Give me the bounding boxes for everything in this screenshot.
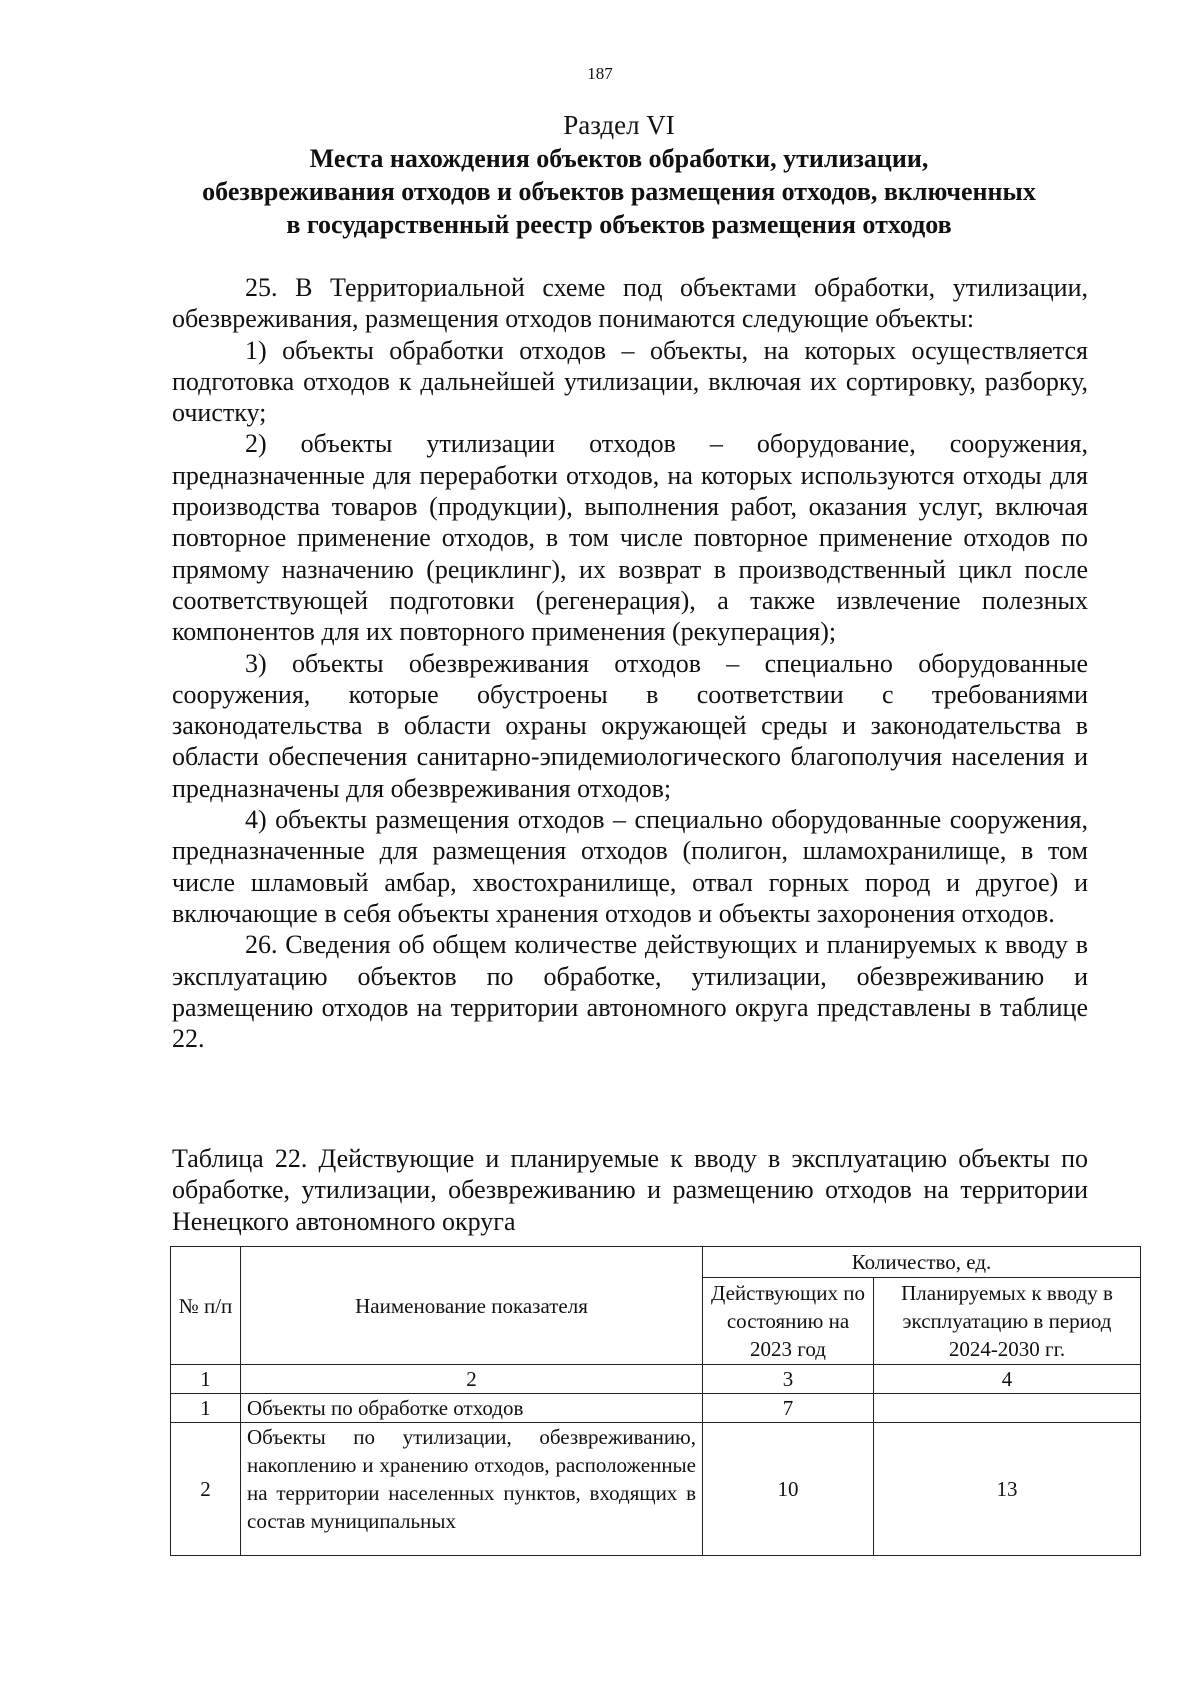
column-number-cell: 3 [703,1365,874,1394]
row-indicator-cell [241,1423,703,1556]
data-table [170,1246,1141,1556]
row-number: 2 [171,1423,241,1556]
page-number: 187 [587,64,613,83]
column-number-cell: 4 [874,1365,1141,1394]
paragraph-item-3: 3) объекты обезвреживания отходов – специально оборудованные сооружения, которые обустроены в соответствии с требованиями законодательства в области охраны окружающей среды и законодательства в области обеспечения санитарно-эпидемиологического благополучия населения и предназначены для обезвреживания отходов; [172,648,1088,803]
table-row [171,1394,1141,1423]
body-text [172,272,1088,1054]
table-caption: Таблица 22. Действующие и планируемые к вводу в эксплуатацию объекты по обработке, утилизации, обезвреживанию и размещению отходов на территории Ненецкого автономного округа [172,1144,1088,1236]
paragraph-item-2: 2) объекты утилизации отходов – оборудование, сооружения, предназначенные для переработки отходов, на которых используются отходы для производства товаров (продукции), выполнения работ, оказания услуг, включая повторное применение отходов, в том числе повторное применение отходов по прямому назначению (рециклинг), их возврат в производственный цикл после соответствующей подготовки (регенерация), а также извлечение полезных компонентов для их повторного применения (рекуперация); [172,429,1088,647]
header-number: № п/п [171,1247,241,1365]
table-header-row [171,1247,1141,1278]
row-number: 1 [171,1394,241,1423]
table-container [170,1246,1140,1556]
row-indicator: Объекты по утилизации, обезвреживанию, накоплению и хранению отходов, расположенные на территории населенных пунктов, входящих в состав муниципальных [247,1425,696,1533]
column-number-cell: 1 [171,1365,241,1394]
section-label: Раздел VI [563,110,675,140]
header-indicator: Наименование показателя [241,1247,703,1365]
row-planned: 13 [874,1423,1141,1556]
row-planned [874,1394,1141,1423]
row-indicator: Объекты по обработке отходов [241,1394,703,1423]
paragraph-26: 26. Сведения об общем количестве действующих и планируемых к вводу в эксплуатацию объектов по обработке, утилизации, обезвреживанию и размещению отходов на территории автономного округа представлены в таблице 22. [172,930,1088,1054]
row-active: 7 [703,1394,874,1423]
header-planned: Планируемых к вводу в эксплуатацию в период 2024-2030 гг. [874,1278,1141,1365]
table-column-numbers-row [171,1365,1141,1394]
header-quantity: Количество, ед. [703,1247,1141,1278]
section-title [150,142,1088,241]
section-title-line: Места нахождения объектов обработки, утилизации, [309,144,929,173]
table-row [171,1423,1141,1556]
column-number-cell: 2 [241,1365,703,1394]
header-active: Действующих по состоянию на 2023 год [703,1278,874,1365]
section-title-line: обезвреживания отходов и объектов размещения отходов, включенных [202,177,1036,206]
section-heading [150,108,1088,241]
paragraph-25: 25. В Территориальной схеме под объектами обработки, утилизации, обезвреживания, размещения отходов понимаются следующие объекты: [172,273,1088,334]
paragraph-item-4: 4) объекты размещения отходов – специально оборудованные сооружения, предназначенные для размещения отходов (полигон, шламохранилище, в том числе шламовый амбар, хвостохранилище, отвал горных пород и другое) и включающие в себя объекты хранения отходов и объекты захоронения отходов. [172,805,1088,928]
row-active: 10 [703,1423,874,1556]
section-title-line: в государственный реестр объектов размещения отходов [286,210,952,239]
paragraph-item-1: 1) объекты обработки отходов – объекты, на которых осуществляется подготовка отходов к дальнейшей утилизации, включая их сортировку, разборку, очистку; [172,335,1088,428]
